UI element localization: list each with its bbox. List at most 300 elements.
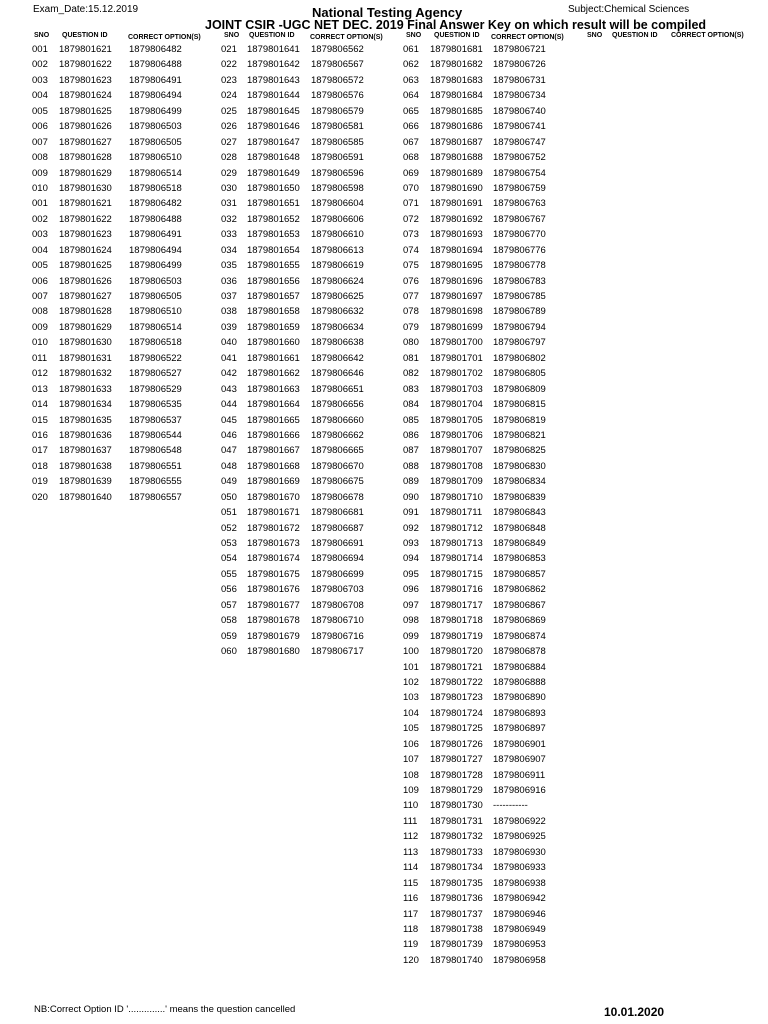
serial-number: 092 bbox=[403, 522, 419, 534]
serial-number: 068 bbox=[403, 152, 419, 164]
correct-option-id: 1879806634 bbox=[311, 321, 364, 333]
serial-number: 098 bbox=[403, 615, 419, 627]
serial-number: 002 bbox=[32, 213, 48, 225]
serial-number: 035 bbox=[221, 260, 237, 272]
serial-number: 076 bbox=[403, 275, 419, 287]
serial-number: 045 bbox=[221, 414, 237, 426]
question-id: 1879801641 bbox=[247, 44, 300, 55]
serial-number: 065 bbox=[403, 105, 419, 117]
question-id: 1879801738 bbox=[430, 923, 483, 935]
correct-option-id: 1879806694 bbox=[311, 553, 364, 565]
serial-number: 022 bbox=[221, 59, 237, 71]
correct-option-id: 1879806857 bbox=[493, 568, 546, 580]
question-id-header: QUESTION ID bbox=[612, 32, 658, 39]
correct-option-id: 1879806783 bbox=[493, 275, 546, 287]
correct-option-id: 1879806759 bbox=[493, 182, 546, 194]
question-id: 1879801699 bbox=[430, 321, 483, 333]
serial-number: 051 bbox=[221, 507, 237, 519]
footer-date: 10.01.2020 bbox=[604, 1005, 665, 1019]
correct-option-id: 1879806514 bbox=[129, 321, 182, 333]
serial-number: 009 bbox=[32, 321, 48, 333]
question-id: 1879801720 bbox=[430, 646, 483, 658]
serial-number: 056 bbox=[221, 584, 237, 596]
question-id: 1879801676 bbox=[247, 584, 300, 596]
question-id: 1879801689 bbox=[430, 167, 483, 179]
serial-number: 086 bbox=[403, 429, 419, 441]
serial-number: 031 bbox=[221, 198, 237, 210]
correct-option-id: 1879806505 bbox=[129, 291, 182, 302]
correct-option-id: 1879806632 bbox=[311, 306, 364, 318]
serial-number: 084 bbox=[403, 399, 419, 411]
question-id: 1879801626 bbox=[59, 121, 112, 133]
serial-number: 078 bbox=[403, 306, 419, 318]
question-id: 1879801722 bbox=[430, 676, 483, 688]
question-id: 1879801649 bbox=[247, 167, 300, 179]
serial-number: 012 bbox=[32, 368, 48, 380]
serial-number: 029 bbox=[221, 167, 237, 179]
serial-number: 070 bbox=[403, 182, 419, 194]
correct-option-id: 1879806933 bbox=[493, 862, 546, 874]
question-id: 1879801717 bbox=[430, 599, 483, 611]
serial-number: 064 bbox=[403, 90, 419, 102]
serial-number: 077 bbox=[403, 291, 419, 302]
question-id: 1879801642 bbox=[247, 59, 300, 71]
serial-number: 021 bbox=[221, 44, 237, 55]
question-id: 1879801693 bbox=[430, 229, 483, 241]
question-id: 1879801623 bbox=[59, 74, 112, 86]
correct-option-id: 1879806778 bbox=[493, 260, 546, 272]
question-id: 1879801705 bbox=[430, 414, 483, 426]
serial-number: 010 bbox=[32, 337, 48, 349]
question-id: 1879801630 bbox=[59, 337, 112, 349]
serial-number: 010 bbox=[32, 182, 48, 194]
serial-number: 105 bbox=[403, 723, 419, 735]
serial-number: 107 bbox=[403, 754, 419, 766]
question-id: 1879801701 bbox=[430, 352, 483, 364]
question-id: 1879801702 bbox=[430, 368, 483, 380]
serial-number: 096 bbox=[403, 584, 419, 596]
correct-option-id: 1879806598 bbox=[311, 182, 364, 194]
correct-option-id: 1879806942 bbox=[493, 893, 546, 905]
serial-number: 106 bbox=[403, 738, 419, 750]
serial-number: 071 bbox=[403, 198, 419, 210]
question-id: 1879801635 bbox=[59, 414, 112, 426]
correct-option-id: 1879806752 bbox=[493, 152, 546, 164]
question-id: 1879801624 bbox=[59, 90, 112, 102]
correct-option-id: 1879806797 bbox=[493, 337, 546, 349]
question-id: 1879801645 bbox=[247, 105, 300, 117]
serial-number: 090 bbox=[403, 491, 419, 503]
correct-option-id: 1879806726 bbox=[493, 59, 546, 71]
correct-option-id: 1879806825 bbox=[493, 445, 546, 457]
correct-option-id: 1879806613 bbox=[311, 244, 364, 256]
serial-number: 034 bbox=[221, 244, 237, 256]
serial-number: 118 bbox=[403, 923, 419, 935]
question-id: 1879801621 bbox=[59, 44, 112, 55]
correct-option-id: 1879806535 bbox=[129, 399, 182, 411]
serial-number: 059 bbox=[221, 630, 237, 642]
question-id: 1879801637 bbox=[59, 445, 112, 457]
correct-option-id: 1879806922 bbox=[493, 815, 546, 827]
serial-number: 082 bbox=[403, 368, 419, 380]
question-id: 1879801627 bbox=[59, 136, 112, 148]
serial-number: 063 bbox=[403, 74, 419, 86]
question-id: 1879801733 bbox=[430, 846, 483, 858]
correct-option-id: 1879806815 bbox=[493, 399, 546, 411]
serial-number: 054 bbox=[221, 553, 237, 565]
correct-option-id: 1879806482 bbox=[129, 198, 182, 210]
correct-option-id: 1879806527 bbox=[129, 368, 182, 380]
correct-option-id: 1879806805 bbox=[493, 368, 546, 380]
correct-option-id: 1879806716 bbox=[311, 630, 364, 642]
serial-number: 038 bbox=[221, 306, 237, 318]
serial-number: 108 bbox=[403, 769, 419, 781]
question-id: 1879801655 bbox=[247, 260, 300, 272]
serial-number: 114 bbox=[403, 862, 419, 874]
serial-number: 109 bbox=[403, 785, 419, 796]
question-id: 1879801629 bbox=[59, 321, 112, 333]
serial-number: 001 bbox=[32, 44, 48, 55]
question-id: 1879801691 bbox=[430, 198, 483, 210]
question-id: 1879801669 bbox=[247, 476, 300, 488]
serial-number: 013 bbox=[32, 383, 48, 395]
correct-option-id: 1879806576 bbox=[311, 90, 364, 102]
question-id: 1879801626 bbox=[59, 275, 112, 287]
correct-option-id: 1879806734 bbox=[493, 90, 546, 102]
correct-option-id: 1879806853 bbox=[493, 553, 546, 565]
question-id: 1879801726 bbox=[430, 738, 483, 750]
serial-number: 049 bbox=[221, 476, 237, 488]
question-id: 1879801697 bbox=[430, 291, 483, 302]
serial-number: 100 bbox=[403, 646, 419, 658]
correct-option-id: 1879806794 bbox=[493, 321, 546, 333]
correct-option-id: 1879806789 bbox=[493, 306, 546, 318]
serial-number: 101 bbox=[403, 661, 419, 673]
correct-option-id: 1879806938 bbox=[493, 877, 546, 889]
question-id: 1879801684 bbox=[430, 90, 483, 102]
correct-option-id: 1879806518 bbox=[129, 337, 182, 349]
serial-number: 036 bbox=[221, 275, 237, 287]
question-id: 1879801659 bbox=[247, 321, 300, 333]
correct-option-id: 1879806953 bbox=[493, 939, 546, 951]
serial-number: 023 bbox=[221, 74, 237, 86]
correct-option-id: 1879806834 bbox=[493, 476, 546, 488]
correct-option-id: 1879806625 bbox=[311, 291, 364, 302]
serial-number: 044 bbox=[221, 399, 237, 411]
question-id: 1879801670 bbox=[247, 491, 300, 503]
question-id: 1879801719 bbox=[430, 630, 483, 642]
correct-option-id: 1879806930 bbox=[493, 846, 546, 858]
correct-option-id: 1879806499 bbox=[129, 105, 182, 117]
serial-number: 112 bbox=[403, 831, 419, 843]
question-id: 1879801724 bbox=[430, 707, 483, 719]
correct-option-id: 1879806710 bbox=[311, 615, 364, 627]
question-id-header: QUESTION ID bbox=[434, 32, 480, 39]
correct-option-id: 1879806482 bbox=[129, 44, 182, 55]
question-id: 1879801716 bbox=[430, 584, 483, 596]
serial-number: 043 bbox=[221, 383, 237, 395]
correct-option-id: 1879806491 bbox=[129, 74, 182, 86]
correct-option-id: 1879806494 bbox=[129, 90, 182, 102]
question-id: 1879801623 bbox=[59, 229, 112, 241]
correct-option-id: 1879806510 bbox=[129, 152, 182, 164]
serial-number: 018 bbox=[32, 460, 48, 472]
correct-option-id: 1879806867 bbox=[493, 599, 546, 611]
exam-date: Exam_Date:15.12.2019 bbox=[33, 4, 139, 15]
correct-option-id: 1879806494 bbox=[129, 244, 182, 256]
serial-number: 062 bbox=[403, 59, 419, 71]
question-id: 1879801648 bbox=[247, 152, 300, 164]
correct-option-id: 1879806949 bbox=[493, 923, 546, 935]
question-id: 1879801690 bbox=[430, 182, 483, 194]
page-title: JOINT CSIR -UGC NET DEC. 2019 Final Answer Key on which result will be compiled bbox=[205, 18, 707, 32]
question-id: 1879801736 bbox=[430, 893, 483, 905]
serial-number: 003 bbox=[32, 229, 48, 241]
correct-option-id: 1879806890 bbox=[493, 692, 546, 704]
question-id: 1879801681 bbox=[430, 44, 483, 55]
question-id: 1879801712 bbox=[430, 522, 483, 534]
question-id: 1879801625 bbox=[59, 105, 112, 117]
serial-number: 030 bbox=[221, 182, 237, 194]
correct-option-id: 1879806785 bbox=[493, 291, 546, 302]
serial-number: 102 bbox=[403, 676, 419, 688]
serial-number: 115 bbox=[403, 877, 419, 889]
question-id: 1879801698 bbox=[430, 306, 483, 318]
serial-number: 117 bbox=[403, 908, 419, 920]
serial-number: 120 bbox=[403, 954, 419, 966]
correct-option-id: 1879806646 bbox=[311, 368, 364, 380]
question-id: 1879801711 bbox=[430, 507, 483, 519]
serial-number: 002 bbox=[32, 59, 48, 71]
correct-option-id: 1879806802 bbox=[493, 352, 546, 364]
question-id: 1879801662 bbox=[247, 368, 300, 380]
question-id: 1879801673 bbox=[247, 538, 300, 549]
question-id: 1879801680 bbox=[247, 646, 300, 658]
correct-option-id: 1879806874 bbox=[493, 630, 546, 642]
question-id: 1879801696 bbox=[430, 275, 483, 287]
correct-option-id: 1879806518 bbox=[129, 182, 182, 194]
question-id: 1879801627 bbox=[59, 291, 112, 302]
serial-number: 006 bbox=[32, 275, 48, 287]
question-id: 1879801728 bbox=[430, 769, 483, 781]
correct-option-id: 1879806488 bbox=[129, 213, 182, 225]
question-id: 1879801734 bbox=[430, 862, 483, 874]
question-id: 1879801723 bbox=[430, 692, 483, 704]
question-id: 1879801630 bbox=[59, 182, 112, 194]
question-id: 1879801706 bbox=[430, 429, 483, 441]
question-id: 1879801636 bbox=[59, 429, 112, 441]
serial-number: 060 bbox=[221, 646, 237, 658]
correct-option-id: 1879806869 bbox=[493, 615, 546, 627]
correct-option-header: CORRECT OPTION(S) bbox=[128, 34, 201, 41]
serial-number: 037 bbox=[221, 291, 237, 302]
serial-number: 097 bbox=[403, 599, 419, 611]
correct-option-id: 1879806555 bbox=[129, 476, 182, 488]
question-id: 1879801654 bbox=[247, 244, 300, 256]
serial-number: 025 bbox=[221, 105, 237, 117]
question-id: 1879801653 bbox=[247, 229, 300, 241]
correct-option-id: 1879806662 bbox=[311, 429, 364, 441]
correct-option-id: 1879806503 bbox=[129, 121, 182, 133]
serial-number: 069 bbox=[403, 167, 419, 179]
serial-number: 088 bbox=[403, 460, 419, 472]
correct-option-id: 1879806819 bbox=[493, 414, 546, 426]
correct-option-id: 1879806946 bbox=[493, 908, 546, 920]
serial-number: 015 bbox=[32, 414, 48, 426]
question-id: 1879801688 bbox=[430, 152, 483, 164]
question-id: 1879801694 bbox=[430, 244, 483, 256]
correct-option-id: 1879806731 bbox=[493, 74, 546, 86]
correct-option-id: 1879806581 bbox=[311, 121, 364, 133]
serial-number: 091 bbox=[403, 507, 419, 519]
correct-option-id: 1879806529 bbox=[129, 383, 182, 395]
correct-option-id: 1879806897 bbox=[493, 723, 546, 735]
question-id: 1879801647 bbox=[247, 136, 300, 148]
sno-header: SNO bbox=[587, 32, 603, 39]
serial-number: 067 bbox=[403, 136, 419, 148]
serial-number: 020 bbox=[32, 491, 48, 503]
question-id: 1879801718 bbox=[430, 615, 483, 627]
serial-number: 008 bbox=[32, 152, 48, 164]
correct-option-id: 1879806821 bbox=[493, 429, 546, 441]
correct-option-id: 1879806488 bbox=[129, 59, 182, 71]
correct-option-id: 1879806884 bbox=[493, 661, 546, 673]
question-id: 1879801729 bbox=[430, 785, 483, 796]
sno-header: SNO bbox=[406, 32, 422, 39]
question-id: 1879801678 bbox=[247, 615, 300, 627]
question-id: 1879801692 bbox=[430, 213, 483, 225]
correct-option-id: 1879806624 bbox=[311, 275, 364, 287]
serial-number: 055 bbox=[221, 568, 237, 580]
serial-number: 024 bbox=[221, 90, 237, 102]
correct-option-id: 1879806911 bbox=[493, 769, 546, 781]
correct-option-id: 1879806579 bbox=[311, 105, 364, 117]
serial-number: 053 bbox=[221, 538, 237, 549]
serial-number: 005 bbox=[32, 260, 48, 272]
question-id: 1879801672 bbox=[247, 522, 300, 534]
correct-option-id: 1879806925 bbox=[493, 831, 546, 843]
correct-option-id: 1879806839 bbox=[493, 491, 546, 503]
question-id: 1879801686 bbox=[430, 121, 483, 133]
serial-number: 087 bbox=[403, 445, 419, 457]
correct-option-id: 1879806678 bbox=[311, 491, 364, 503]
serial-number: 028 bbox=[221, 152, 237, 164]
correct-option-id: 1879806747 bbox=[493, 136, 546, 148]
question-id: 1879801708 bbox=[430, 460, 483, 472]
correct-option-id: 1879806878 bbox=[493, 646, 546, 658]
correct-option-id: 1879806958 bbox=[493, 954, 546, 966]
correct-option-header: CORRECT OPTION(S) bbox=[671, 32, 744, 39]
correct-option-id: 1879806505 bbox=[129, 136, 182, 148]
correct-option-id: 1879806642 bbox=[311, 352, 364, 364]
serial-number: 006 bbox=[32, 121, 48, 133]
correct-option-id: 1879806770 bbox=[493, 229, 546, 241]
correct-option-id: 1879806551 bbox=[129, 460, 182, 472]
serial-number: 110 bbox=[403, 800, 419, 812]
serial-number: 080 bbox=[403, 337, 419, 349]
question-id: 1879801646 bbox=[247, 121, 300, 133]
question-id: 1879801687 bbox=[430, 136, 483, 148]
correct-option-id: 1879806691 bbox=[311, 538, 364, 549]
question-id: 1879801644 bbox=[247, 90, 300, 102]
correct-option-id: 1879806907 bbox=[493, 754, 546, 766]
serial-number: 081 bbox=[403, 352, 419, 364]
serial-number: 017 bbox=[32, 445, 48, 457]
question-id: 1879801685 bbox=[430, 105, 483, 117]
question-id: 1879801709 bbox=[430, 476, 483, 488]
serial-number: 026 bbox=[221, 121, 237, 133]
correct-option-id: 1879806717 bbox=[311, 646, 364, 658]
question-id: 1879801665 bbox=[247, 414, 300, 426]
serial-number: 001 bbox=[32, 198, 48, 210]
correct-option-id: 1879806604 bbox=[311, 198, 364, 210]
serial-number: 104 bbox=[403, 707, 419, 719]
correct-option-id: 1879806670 bbox=[311, 460, 364, 472]
question-id: 1879801668 bbox=[247, 460, 300, 472]
question-id: 1879801730 bbox=[430, 800, 483, 812]
serial-number: 040 bbox=[221, 337, 237, 349]
serial-number: 052 bbox=[221, 522, 237, 534]
question-id: 1879801629 bbox=[59, 167, 112, 179]
correct-option-id: 1879806675 bbox=[311, 476, 364, 488]
question-id: 1879801650 bbox=[247, 182, 300, 194]
serial-number: 057 bbox=[221, 599, 237, 611]
serial-number: 019 bbox=[32, 476, 48, 488]
correct-option-id: 1879806619 bbox=[311, 260, 364, 272]
correct-option-id: 1879806703 bbox=[311, 584, 364, 596]
serial-number: 011 bbox=[32, 352, 48, 364]
question-id: 1879801632 bbox=[59, 368, 112, 380]
correct-option-id: 1879806809 bbox=[493, 383, 546, 395]
correct-option-id: 1879806901 bbox=[493, 738, 546, 750]
serial-number: 093 bbox=[403, 538, 419, 549]
question-id: 1879801715 bbox=[430, 568, 483, 580]
question-id: 1879801727 bbox=[430, 754, 483, 766]
correct-option-id: 1879806660 bbox=[311, 414, 364, 426]
correct-option-id: 1879806665 bbox=[311, 445, 364, 457]
correct-option-id: 1879806537 bbox=[129, 414, 182, 426]
agency-name: National Testing Agency bbox=[312, 5, 463, 20]
correct-option-id: 1879806656 bbox=[311, 399, 364, 411]
correct-option-id: 1879806585 bbox=[311, 136, 364, 148]
question-id: 1879801682 bbox=[430, 59, 483, 71]
correct-option-id: 1879806776 bbox=[493, 244, 546, 256]
question-id: 1879801714 bbox=[430, 553, 483, 565]
question-id: 1879801677 bbox=[247, 599, 300, 611]
question-id: 1879801638 bbox=[59, 460, 112, 472]
correct-option-id: ----------- bbox=[493, 800, 528, 812]
question-id: 1879801621 bbox=[59, 198, 112, 210]
correct-option-id: 1879806562 bbox=[311, 44, 364, 55]
subject-label: Subject:Chemical Sciences bbox=[568, 4, 690, 15]
serial-number: 046 bbox=[221, 429, 237, 441]
question-id: 1879801663 bbox=[247, 383, 300, 395]
correct-option-id: 1879806687 bbox=[311, 522, 364, 534]
serial-number: 003 bbox=[32, 74, 48, 86]
question-id: 1879801639 bbox=[59, 476, 112, 488]
correct-option-id: 1879806491 bbox=[129, 229, 182, 241]
serial-number: 066 bbox=[403, 121, 419, 133]
correct-option-id: 1879806591 bbox=[311, 152, 364, 164]
correct-option-id: 1879806888 bbox=[493, 676, 546, 688]
correct-option-id: 1879806522 bbox=[129, 352, 182, 364]
question-id: 1879801664 bbox=[247, 399, 300, 411]
correct-option-id: 1879806544 bbox=[129, 429, 182, 441]
correct-option-id: 1879806596 bbox=[311, 167, 364, 179]
serial-number: 094 bbox=[403, 553, 419, 565]
footer-note: NB:Correct Option ID '..............' means the question cancelled bbox=[34, 1004, 296, 1015]
question-id: 1879801713 bbox=[430, 538, 483, 549]
